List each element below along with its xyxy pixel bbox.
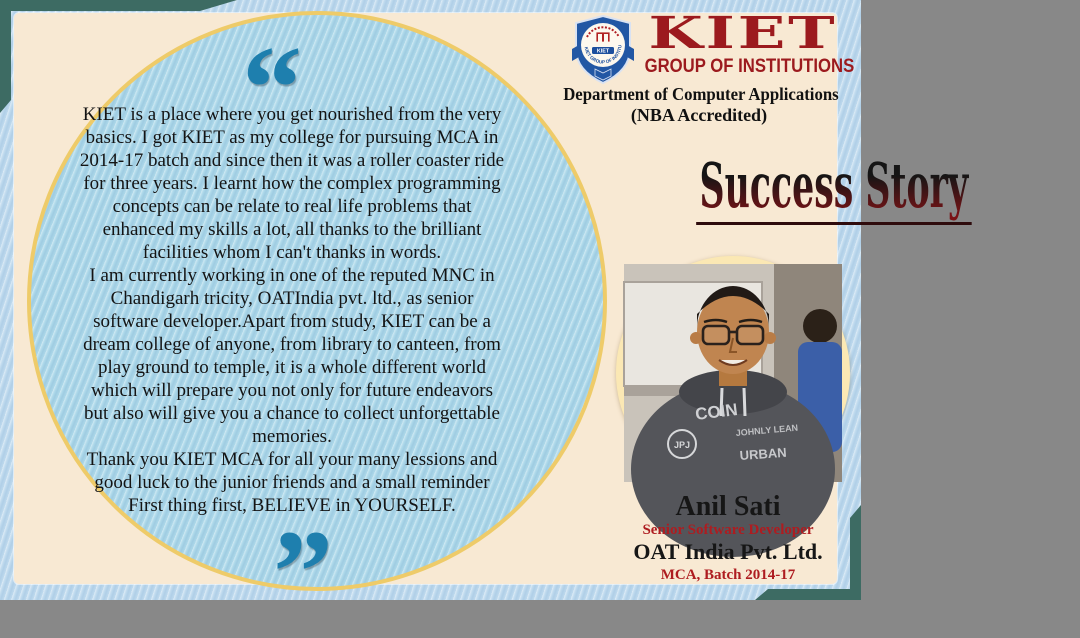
svg-text:COIN: COIN — [694, 399, 739, 424]
portrait-photo — [616, 256, 850, 490]
close-quote-icon: ” — [273, 505, 333, 638]
kiet-logotype: KIET — [648, 8, 838, 59]
testimonial-line: good luck to the junior friends and a small reminder — [94, 472, 490, 493]
testimonial-line: memories. — [252, 426, 332, 447]
testimonial-line: enhanced my skills a lot, all thanks to the brilliant — [102, 219, 482, 240]
emblem-ring-text: KIET GROUP OF INSTITU — [583, 44, 623, 65]
testimonial-line: I am currently working in one of the reputed MNC in — [89, 265, 495, 286]
open-quote-icon: “ — [242, 21, 302, 154]
testimonial-line: play ground to temple, it is a whole different world — [97, 357, 486, 378]
testimonial-line: concepts can be relate to real life problems that — [112, 196, 472, 217]
testimonial-line: First thing first, BELIEVE in YOURSELF. — [128, 495, 456, 516]
testimonial-line: KIET is a place where you get nourished from the very — [82, 104, 502, 125]
testimonial-line: basics. I got KIET as my college for pursuing MCA in — [85, 127, 499, 148]
svg-text:URBAN: URBAN — [739, 444, 788, 463]
accreditation-label: (NBA Accredited) — [630, 105, 768, 125]
testimonial-line: but also will give you a chance to collect unforgettable — [84, 403, 500, 424]
testimonial-line: 2014-17 batch and since then it was a roller coaster ride — [79, 150, 505, 171]
testimonial-line: facilities whom I can't thanks in words. — [142, 242, 442, 263]
person-role: Senior Software Developer — [642, 522, 814, 538]
portrait-illustration — [624, 264, 842, 482]
testimonial-line: software developer.Apart from study, KIET can be a — [93, 311, 491, 332]
testimonial-line: Chandigarh tricity, OATIndia pvt. ltd., as senior — [110, 288, 474, 309]
testimonial-line: Thank you KIET MCA for all your many lessions and — [86, 449, 498, 470]
testimonial-line: for three years. I learnt how the complex programming — [83, 173, 501, 194]
emblem-center-label: KIET — [596, 48, 610, 55]
page-title: Success Story — [588, 155, 874, 225]
person-name: Anil Sati — [675, 491, 781, 522]
svg-text:JOHNLY LEAN: JOHNLY LEAN — [735, 422, 799, 438]
testimonial-line: dream college of anyone, from library to canteen, from — [83, 334, 501, 355]
person-batch: MCA, Batch 2014-17 — [660, 567, 796, 583]
kiet-tagline: GROUP OF INSTITUTIONS — [644, 56, 855, 77]
testimonial-text — [32, 103, 552, 517]
department-name: Department of Computer Applications — [563, 84, 839, 104]
person-company: OAT India Pvt. Ltd. — [633, 539, 823, 564]
testimonial-line: which will prepare you not only for future endeavors — [90, 380, 494, 401]
person-info — [570, 492, 886, 585]
svg-text:JPJ: JPJ — [673, 440, 691, 450]
